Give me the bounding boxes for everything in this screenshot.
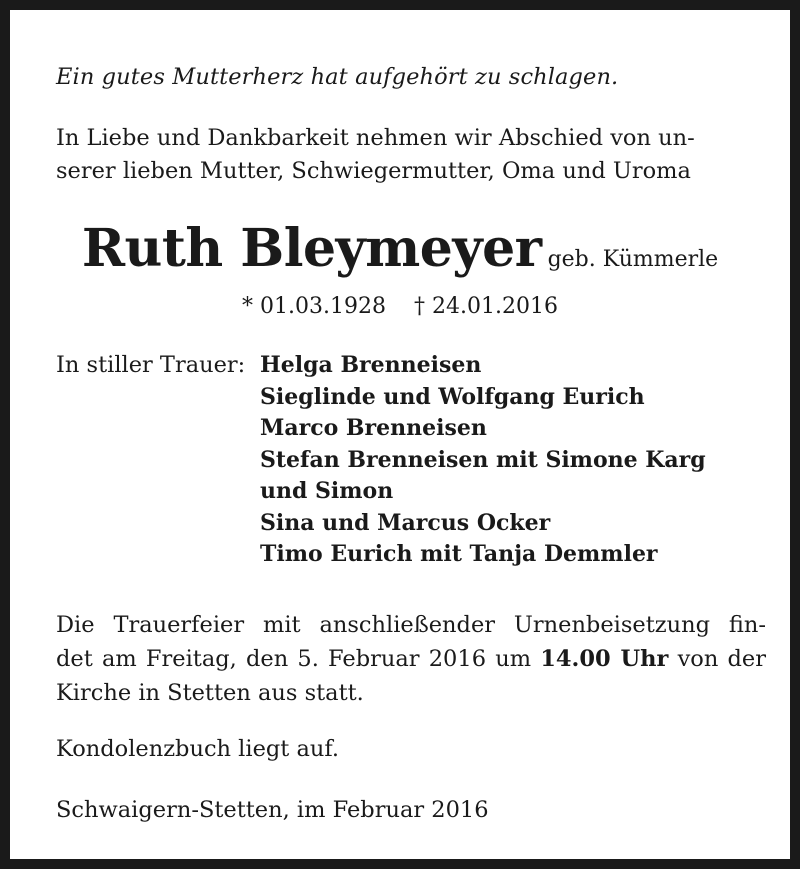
- mourner-name: Helga Brenneisen: [260, 352, 482, 378]
- service-time: 14.00 Uhr: [540, 646, 669, 672]
- mourner-name: Sina und Marcus Ocker: [260, 509, 551, 536]
- condolence-note: Kondolenzbuch liegt auf.: [56, 736, 340, 762]
- service-line-3: Kirche in Stetten aus statt.: [56, 680, 364, 706]
- mourner-name: Marco Brenneisen: [260, 415, 487, 441]
- intro-text: [56, 122, 766, 188]
- motto: Ein gutes Mutterherz hat aufgehört zu schlagen.: [56, 64, 619, 90]
- birth-name: geb. Kümmerle: [547, 247, 719, 272]
- mourner-name: Sieglinde und Wolfgang Eurich: [260, 383, 645, 410]
- service-date-text: det am Freitag, den 5. Februar 2016 um: [56, 646, 541, 672]
- deceased-name-row: [10, 218, 790, 280]
- intro-line-1: In Liebe und Dankbarkeit nehmen wir Abschied von un-: [56, 125, 695, 151]
- place-date: Schwaigern-Stetten, im Februar 2016: [56, 797, 489, 823]
- service-line-2: [56, 642, 766, 676]
- mourning-label: In stiller Trauer:: [56, 352, 246, 378]
- intro-line-2: serer lieben Mutter, Schwiegermutter, Oma und Uroma: [56, 158, 691, 184]
- mourner-name: Timo Eurich mit Tanja Demmler: [260, 541, 658, 567]
- deceased-name: Ruth Bleymeyer: [81, 218, 542, 279]
- service-announcement: [56, 608, 766, 710]
- service-after-time: von der: [668, 646, 766, 672]
- service-line-1: Die Trauerfeier mit anschließender Urnenbeisetzung fin-: [56, 612, 766, 638]
- mourners-list: [260, 350, 706, 571]
- mourner-name: Stefan Brenneisen mit Simone Karg: [260, 446, 706, 473]
- life-dates: [10, 292, 790, 322]
- birth-date: * 01.03.1928: [242, 294, 386, 319]
- mourner-name: und Simon: [260, 478, 394, 504]
- death-date: † 24.01.2016: [413, 294, 558, 319]
